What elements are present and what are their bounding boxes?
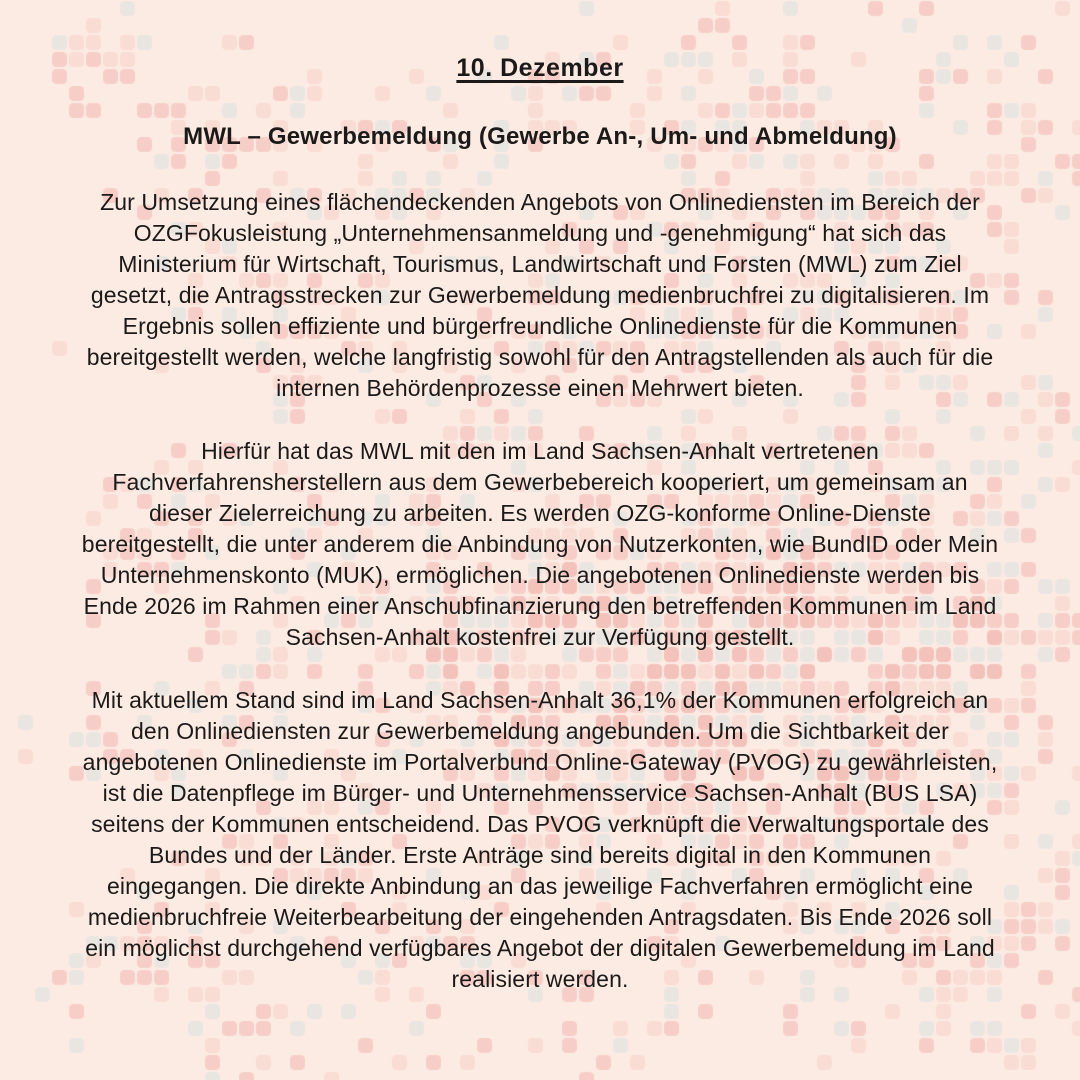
paragraph-status: Mit aktuellem Stand sind im Land Sachsen-Anhalt 36,1% der Kommunen erfolgreich an den Onlinediensten zur Gewerbemeldung angebunden. Um die Sichtbarkeit der angebotenen Onlinedienste im Portalverbund Online-Gateway (PVOG) zu gewährleisten, ist die Datenpflege im Bürger- und Unternehmensservice Sachsen-Anhalt (BUS LSA) seitens der Kommunen entscheidend. Das PVOG verknüpft die Verwaltungsportale des Bundes und der Länder. Erste Anträge sind bereits digital in den Kommunen eingegangen. Die direkte Anbindung an das jeweilige Fachverfahren ermöglicht eine medienbruchfreie Weiterbearbeitung der eingehenden Antragsdaten. Bis Ende 2026 soll ein möglichst durchgehend verfügbares Angebot der digitalen Gewerbemeldung im Land realisiert werden.	[82, 687, 998, 992]
headline: MWL – Gewerbemeldung (Gewerbe An-, Um- und Abmeldung)	[183, 123, 897, 150]
date-heading: 10. Dezember	[456, 54, 624, 82]
paragraph-intro: Zur Umsetzung eines flächendeckenden Angebots von Onlinediensten im Bereich der OZGFokusleistung „Unternehmensanmeldung und -genehmigung“ hat sich das Ministerium für Wirtschaft, Tourismus, Landwirtschaft und Forsten (MWL) zum Ziel gesetzt, die Antragsstrecken zur Gewerbemeldung medienbruchfrei zu digitalisieren. Im Ergebnis sollen effiziente und bürgerfreundliche Onlinedienste für die Kommunen bereitgestellt werden, welche langfristig sowohl für den Antragstellenden als auch für die internen Behördenprozesse einen Mehrwert bieten.	[86, 189, 994, 401]
paragraph-cooperation: Hierfür hat das MWL mit den im Land Sachsen-Anhalt vertretenen Fachverfahrensherstellern aus dem Gewerbebereich kooperiert, um gemeinsam an dieser Zielerreichung zu arbeiten. Es werden OZG-konforme Online-Dienste bereitgestellt, die unter anderem die Anbindung von Nutzerkonten, wie BundID oder Mein Unternehmenskonto (MUK), ermöglichen. Die angebotenen Onlinedienste werden bis Ende 2026 im Rahmen einer Anschubfinanzierung den betreffenden Kommunen im Land Sachsen-Anhalt kostenfrei zur Verfügung gestellt.	[81, 438, 999, 650]
